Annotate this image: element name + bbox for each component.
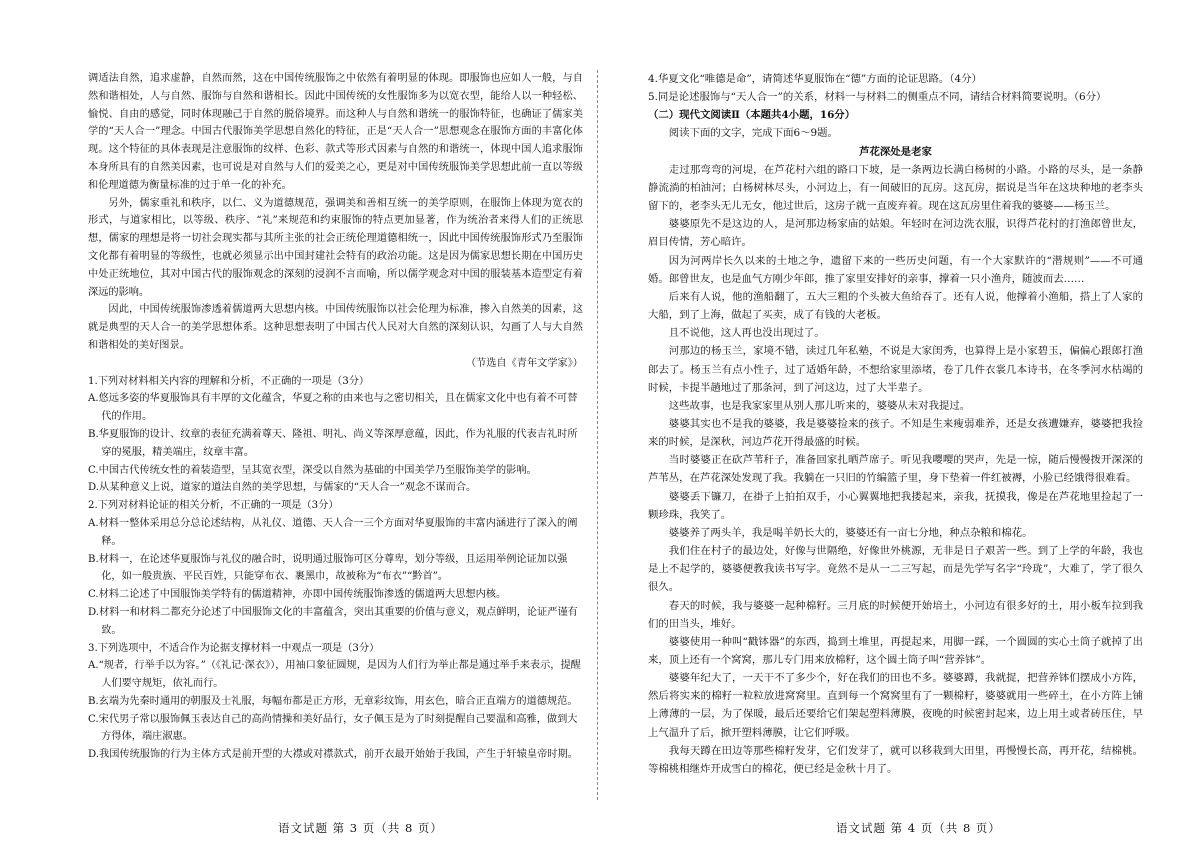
story-paragraph: 婆婆原先不是这边的人，是河那边杨家庙的姑娘。年轻时在河边洗衣服，识得芦花村的打渔郎曾世友，眉目传情，芳心暗许。: [648, 218, 1143, 249]
question-1-option-b: B.华夏服饰的设计、纹章的表征充满着尊天、隆祖、明礼、尚义等深厚意蕴，因此，作为礼服的代表吉礼时所穿的冕服，精美端庄，纹章丰富。: [88, 428, 578, 458]
question-4: 4.华夏文化“唯德是命”，请简述华夏服饰在“德”方面的论证思路。（4分）: [648, 73, 982, 85]
right-page: [648, 70, 1143, 778]
story-paragraph: 这些故事，也是我家家里从别人那儿听来的，婆婆从未对我提过。: [668, 399, 971, 412]
article-title: 芦花深处是老家: [859, 145, 932, 158]
question-3-option-b: B.玄端为先秦时通用的朝服及士礼服，每幅布都是正方形，无章彩纹饰，用玄色，暗合正直端方的道德规范。: [88, 695, 578, 707]
story-paragraph: 因为河两岸长久以来的土地之争，遗留下来的一些历史问题，有一个大家默许的“潜规则”——不可通婚。郎曾世友，也是血气方刚少年郎，推了家里安排好的亲事，撑着一只小渔舟，随波而去……: [648, 254, 1143, 285]
question-5: 5.同是论述服饰与“天人合一”的关系，材料一与材料二的侧重点不同，请结合材料简要说明。（6分）: [648, 91, 1107, 104]
question-1: 1.下列对材料相关内容的理解和分析，不正确的一项是（3分）: [88, 375, 370, 387]
story-paragraph: 我们住在村子的最边处，好像与世隔绝，好像世外桃源，无非是日子艰苦一些。到了上学的年龄，我也是上不起学的，婆婆便教我读书写字。竟然不是从一二三写起，而是先学写名字“玲珑”，大难了，学了很久很久。: [648, 545, 1143, 594]
story-paragraph: 春天的时候，我与婆婆一起种棉籽。三月底的时候便开始培土，小河边有很多好的土，用小板车拉到我们的田当头，堆好。: [648, 599, 1143, 630]
passage-paragraph-1: 调适法自然，追求虚静，自然而然，这在中国传统服饰之中依然有着明显的体现。即服饰也应如人一般，与自然和谐相处，人与自然、服饰与自然和谐相长。因此中国传统的女性服饰多为以宽衣型，能给人以一种轻松、愉悦、自由的感觉，同时体现融己于自然的脱俗境界。而这种人与自然和谐统一的服饰特征，也确证了儒家美学的“天人合一”理念。中国古代服饰美学思想自然化的特征，正是“天人合一”思想观念在服饰方面的丰富化体现。这个特征的具体表现是注意服饰的纹样、色彩、款式等形式因素与自然的和谐统一，体现中国人追求服饰本身所具有的自然美因素，也可说是对自然与人们的爱美之心，更是对中国传统服饰美学思想此前一直以等级和伦理道德为衡量标准的过于单一化的补充。: [88, 73, 583, 191]
question-2: 2.下列对材料论证的相关分析，不正确的一项是（3分）: [88, 500, 339, 512]
question-3-option-d: D.我国传统服饰的行为主体方式是前开型的大襟或对襟款式，前开衣最开始始于我国，产生于轩辕皇帝时期。: [88, 749, 578, 761]
section-heading: （二）现代文阅读Ⅱ（本题共4小题，16分）: [648, 109, 856, 122]
story-paragraph: 且不说他，这人再也没出现过了。: [668, 327, 825, 340]
passage-paragraph-3: 因此，中国传统服饰渗透着儒道两大思想内核。中国传统服饰以社会伦理为标准，掺入自然美的因素，这就是典型的天人合一的美学思想体系。这种思想表明了中国古代人民对大自然的深刻认识，勾画了人与大自然和谐相处的美好图景。: [88, 304, 583, 351]
question-2-option-a: A.材料一整体采用总分总论述结构，从礼仪、道德、天人合一三个方面对华夏服饰的丰富内涵进行了深入的阐释。: [88, 517, 578, 547]
question-1-option-d: D.从某种意义上说，道家的道法自然的美学思想，与儒家的“天人合一”观念不谋而合。: [88, 482, 477, 494]
page-divider: [597, 70, 598, 800]
reading-instruction: 阅读下面的文字，完成下面6～9题。: [668, 127, 838, 140]
story-paragraph: 后来有人说，他的渔船翻了，五大三粗的个头被大鱼给吞了。还有人说，他撑着小渔船，搭上了人家的大船，到了上海，做起了买卖，成了有钱的大老板。: [648, 290, 1143, 322]
story-paragraph: 婆婆年纪大了，一天干不了多少个，好在我们的田也不多。婆婆蹲，我就捉，把营养钵们摆成小方阵，然后将实来的棉籽一粒粒放进窝窝里。直到每一个窝窝里有了一颗棉籽，婆婆就用一些碎土，在小方阵上铺上薄薄的一层，为了保暖，最后还要给它们架起塑料薄膜，夜晚的时候密封起来，边上用土或者砖压住，早上气温升了后，掀开塑料薄膜，让它们呼吸。: [648, 672, 1143, 739]
story-paragraph: 走过那弯弯的河堤，在芦花村六组的路口下坡，是一条两边长满白杨树的小路。小路的尽头，是一条静静流淌的柏油河；白杨树林尽头，小河边上，有一间破旧的瓦房。这瓦房，据说是当年在这块种地的老李头留下的，老李头无儿无女，他过世后，这房子就一直废弃着。现在这瓦房里住着我的婆婆——杨玉兰。: [648, 163, 1143, 213]
story-paragraph: 婆婆使用一种叫“戳钵器”的东西，捣到土堆里，再提起来，用脚一踩，一个圆圆的实心土筒子就掉了出来，顶上还有一个窝窝，那儿专门用来放棉籽，这个圆土筒子叫“营养钵”。: [648, 635, 1143, 666]
question-1-option-c: C.中国古代传统女性的着装造型，呈其宽衣型，深受以自然为基础的中国美学乃至服饰美学的影响。: [88, 464, 537, 476]
question-2-option-b: B.材料一，在论述华夏服饰与礼仪的融合时，说明通过服饰可区分尊卑，划分等级，且运用举例论证加以强化，如一般贵族、平民百姓，只能穿布衣、裹黑巾，故被称为“布衣”“黔首”。: [88, 553, 568, 583]
question-3-option-a: A.“规者，行举手以为容。”（《礼记·深衣》），用袖口象征圆规，是因为人们行为举止都是通过举手来表示，提醒人们要守规矩，依礼而行。: [88, 660, 581, 690]
story-paragraph: 当时婆婆正在砍芦苇秆子，准备回家扎晒芦席子。听见我嘤嘤的哭声，先是一惊，随后慢慢拨开深深的芦苇丛，在芦花深处发现了我。我躺在一只旧的竹编篮子里，身下垫着一件红被褥，小脸已经饿得很难看。: [648, 454, 1143, 485]
passage-paragraph-2: 另外，儒家重礼和秩序，以仁、义为道德规范，强调美和善相互统一的美学原则，在服饰上体现为宽衣的形式，与道家相比，以等级、秩序、“礼”来规范和约束服饰的特点更加显著，作为统治者来得人们的正统思想，儒家的理想是将一切社会现实都与其所主张的社会正统伦理道德相统一，因此中国传统服饰形式乃至服饰文化都有着明显的等级性，也就必须显示出中国封建社会特有的政治功能。这是因为儒家思想长期在中国历史中处正统地位，其对中国古代的服饰观念的深刻的浸润不言而喻，所以儒学观念对中国的服装基本造型定有着深远的影响。: [88, 197, 583, 298]
story-paragraph: 婆婆其实也不是我的婆婆，我是婆婆捡来的孩子。不知是生来瘦弱难养，还是女孩遭嫌弃，婆婆把我捡来的时候，是深秋，河边芦花开得最盛的时候。: [648, 417, 1143, 449]
left-page: [88, 70, 583, 764]
question-2-option-c: C.材料二论述了中国服饰美学特有的儒道精神，亦即中国传统服饰渗透的儒道两大思想内核。: [88, 589, 507, 601]
question-3-option-c: C.宋代男子常以服饰佩玉表达自己的高尚情操和美好品行，女子佩玉是为了时刻提醒自己要温和高雅，做到大方得体，端庄淑惠。: [88, 713, 578, 743]
source-citation: （节选自《青年文学家》）: [465, 357, 583, 369]
question-1-option-a: A.悠远多姿的华夏服饰具有丰厚的文化蕴含，华夏之称的由来也与之密切相关，且在儒家文化中也有着不可替代的作用。: [88, 393, 578, 423]
left-page-footer: 语文试题 第 3 页（共 8 页）: [278, 821, 443, 835]
story-paragraph: 婆婆丢下镰刀，在褂子上拍拍双手，小心翼翼地把我搂起来，亲我，抚摸我，像是在芦花地里捡起了一颗珍珠，我笑了。: [648, 490, 1143, 521]
right-page-footer: 语文试题 第 4 页（共 8 页）: [836, 821, 1001, 835]
story-paragraph: 河那边的杨玉兰，家境不错，读过几年私塾，不说是大家闺秀，也算得上是小家碧玉，偏偏心跟郎打渔郎去了。杨玉兰有点小性子，过了适婚年龄，不想给家里添堵，卷了几件衣裳几本诗书，在冬季河水枯竭的时候，卡提半趟地过了那条河，到了河这边，过了大半辈子。: [648, 345, 1143, 394]
question-3: 3.下列选项中，不适合作为论据支撑材料一中观点一项是（3分）: [88, 642, 380, 654]
story-paragraph: 我每天蹲在田边等那些棉籽发芽，它们发芽了，就可以移栽到大田里，再慢慢长高，再开花，结棉桃。等棉桃相继炸开成雪白的棉花，便已经是金秋十月了。: [648, 744, 1143, 775]
story-paragraph: 婆婆养了两头羊，我是喝羊奶长大的，婆婆还有一亩七分地，种点杂粮和棉花。: [668, 526, 1033, 539]
question-2-option-d: D.材料一和材料二都充分论述了中国服饰文化的丰富蕴含，突出其重要的价值与意义，观点鲜明，论证严谨有致。: [88, 606, 578, 636]
